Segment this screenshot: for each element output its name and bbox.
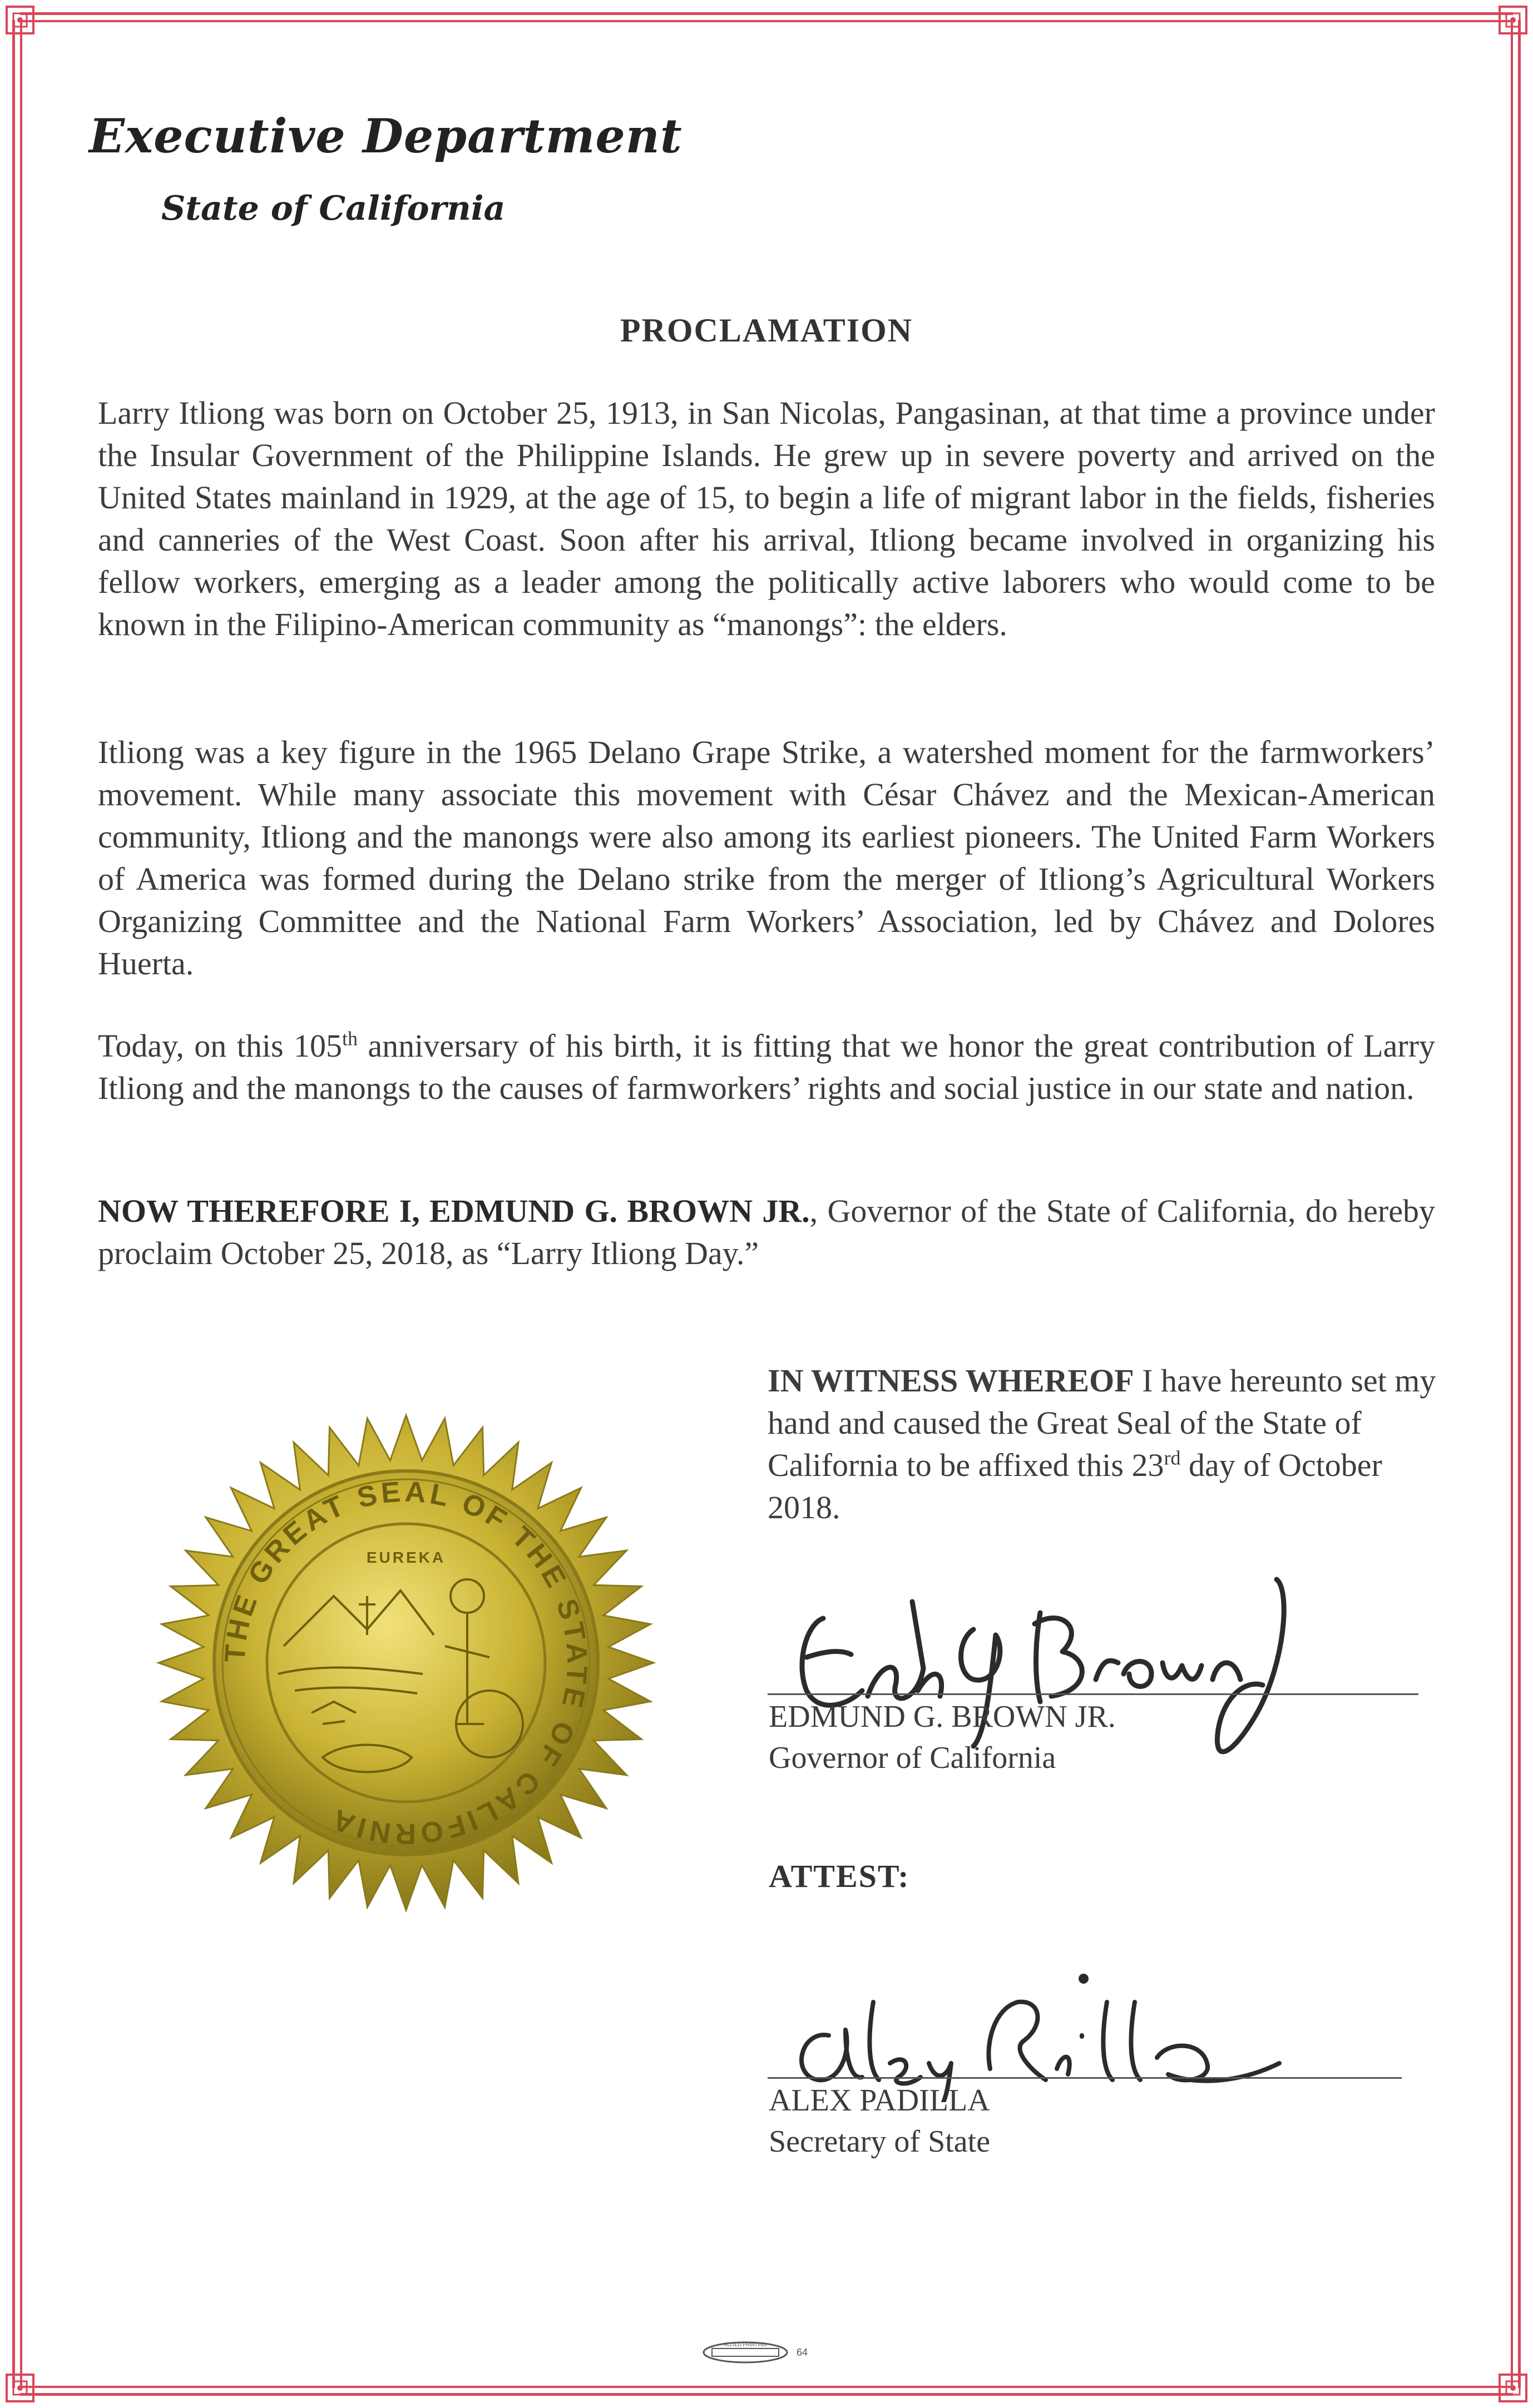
paragraph-proclamation bbox=[98, 1190, 1435, 1275]
proclamation-title: PROCLAMATION bbox=[620, 312, 913, 349]
witness-statement bbox=[768, 1360, 1446, 1529]
witness-text-end: day of October 2018. bbox=[768, 1447, 1382, 1525]
corner-ornament-icon bbox=[1496, 2371, 1530, 2405]
corner-ornament-icon bbox=[3, 3, 37, 37]
union-label-number: 64 bbox=[797, 2347, 808, 2358]
attest-label: ATTEST: bbox=[769, 1858, 910, 1894]
ordinal-suffix: rd bbox=[1164, 1446, 1181, 1469]
anniversary-text-end: anniversary of his birth, it is fitting that we honor the great contribution of Larry Itliong and the manongs to the causes of farmworkers’ rights and social justice in our state and nation. bbox=[98, 1028, 1436, 1106]
border-top-outer bbox=[20, 12, 1513, 15]
secretary-title: Secretary of State bbox=[769, 2124, 991, 2159]
corner-ornament-icon bbox=[3, 2371, 37, 2405]
border-left-inner bbox=[20, 20, 22, 2388]
union-label-icon bbox=[701, 2338, 812, 2366]
proclamation-text: , Governor of the State of California, do hereby proclaim October 25, 2018, as “Larry Itliong Day.” bbox=[98, 1193, 1435, 1271]
border-bottom-inner bbox=[20, 2386, 1513, 2388]
governor-signature-line bbox=[768, 1693, 1418, 1695]
governor-title: Governor of California bbox=[769, 1741, 1056, 1775]
proclaimer-name: NOW THEREFORE I, EDMUND G. BROWN JR. bbox=[98, 1193, 810, 1229]
secretary-block bbox=[769, 2080, 990, 2162]
border-right-inner bbox=[1511, 20, 1513, 2388]
border-bottom-outer bbox=[20, 2393, 1513, 2396]
border-top-inner bbox=[20, 20, 1513, 22]
anniversary-text-start: Today, on this 105 bbox=[98, 1028, 342, 1064]
corner-ornament-icon bbox=[1496, 3, 1530, 37]
governor-name: EDMUND G. BROWN JR. bbox=[769, 1700, 1116, 1734]
governor-block bbox=[769, 1696, 1116, 1778]
union-label-text: ALLIED PRINTING bbox=[724, 2342, 767, 2347]
seal-motto: EUREKA bbox=[366, 1549, 446, 1566]
seal-ring-text: THE GREAT SEAL OF THE STATE OF CALIFORNIA bbox=[219, 1475, 594, 1850]
state-heading: State of California bbox=[161, 189, 506, 228]
secretary-signature-line bbox=[768, 2077, 1402, 2079]
great-seal-icon bbox=[156, 1413, 656, 1913]
border-left-outer bbox=[12, 20, 15, 2388]
secretary-name: ALEX PADILLA bbox=[769, 2083, 990, 2118]
department-heading: Executive Department bbox=[89, 108, 683, 163]
paragraph-anniversary bbox=[98, 1025, 1435, 1109]
ordinal-suffix: th bbox=[342, 1027, 358, 1050]
paragraph-delano-strike: Itliong was a key figure in the 1965 Delano Grape Strike, a watershed moment for the farmworkers’ movement. While many associate this movement with César Chávez and the Mexican-American community, Itliong and the manongs were also among its earliest pioneers. The United Farm Workers of America was formed during the Delano strike from the merger of Itliong’s Agricultural Workers Organizing Committee and the National Farm Workers’ Association, led by Chávez and Dolores Huerta. bbox=[98, 734, 1435, 982]
witness-text-start: I have hereunto set my hand and caused the Great Seal of the State of California to be affixed this 23 bbox=[768, 1362, 1436, 1483]
witness-heading: IN WITNESS WHEREOF bbox=[768, 1362, 1134, 1399]
border-right-outer bbox=[1518, 20, 1521, 2388]
paragraph-biography: Larry Itliong was born on October 25, 1913, in San Nicolas, Pangasinan, at that time a province under the Insular Government of the Philippine Islands. He grew up in severe poverty and arrived on the United States mainland in 1929, at the age of 15, to begin a life of migrant labor in the fields, fisheries and canneries of the West Coast. Soon after his arrival, Itliong became involved in organizing his fellow workers, emerging as a leader among the politically active laborers who would come to be known in the Filipino-American community as “manongs”: the elders. bbox=[98, 395, 1435, 642]
